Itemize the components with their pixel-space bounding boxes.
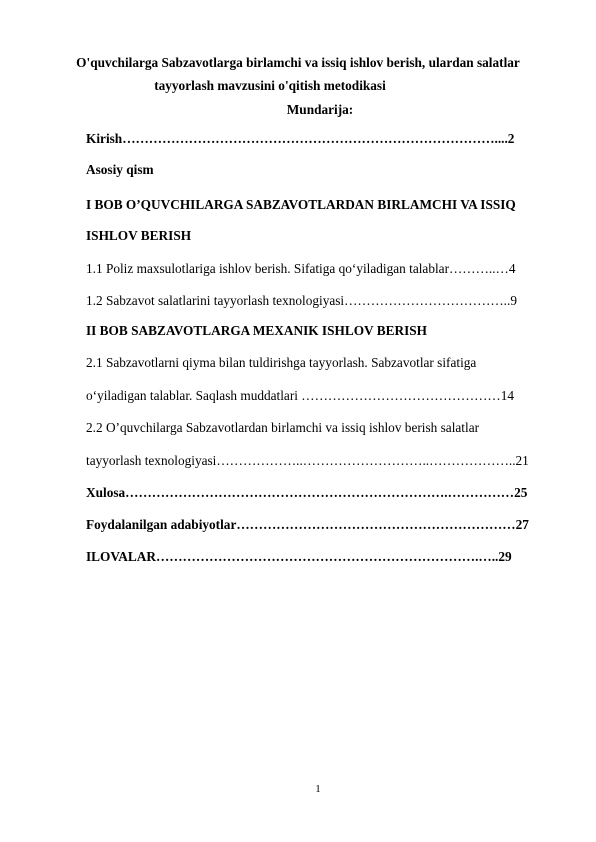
toc-entry-section-2-1-line-1: 2.1 Sabzavotlarni qiyma bilan tuldirishga tayyorlash. Sabzavotlar sifatiga: [86, 355, 477, 370]
toc-entry-section-1-1: 1.1 Poliz maxsulotlariga ishlov berish. Sifatiga qo‘yiladigan talablar………..…4: [86, 261, 516, 276]
toc-entry-section-2-2-line-1: 2.2 O’quvchilarga Sabzavotlardan birlamchi va issiq ishlov berish salatlar: [86, 420, 480, 435]
toc-entry-appendices: ILOVALAR……………………………………………………………….…..29: [86, 549, 512, 564]
page-number: 1: [315, 783, 321, 795]
toc-entry-chapter-2: II BOB SABZAVOTLARGA MEXANIK ISHLOV BERISH: [86, 323, 427, 338]
toc-entry-conclusion: Xulosa……………………………………………………………….……………25: [86, 485, 528, 500]
toc-entry-introduction: Kirish…………………………………………………………………………....2: [86, 131, 515, 146]
toc-entry-section-2-1-line-2: o‘yiladigan talablar. Saqlash muddatlari ………………………………………14: [86, 388, 515, 403]
toc-entry-section-1-2: 1.2 Sabzavot salatlarini tayyorlash texnologiyasi………………………………..9: [86, 293, 517, 308]
toc-entry-section-2-2-line-2: tayyorlash texnologiyasi………………..………………………..………………..21: [86, 453, 529, 468]
document-title-line-2: tayyorlash mavzusini o'qitish metodikasi: [154, 78, 386, 93]
toc-entry-chapter-1-line-1: I BOB O’QUVCHILARGA SABZAVOTLARDAN BIRLAMCHI VA ISSIQ: [86, 197, 516, 212]
contents-heading: Mundarija:: [286, 102, 354, 117]
toc-entry-references: Foydalanilgan adabiyotlar………………………………………………………27: [86, 517, 529, 532]
document-title-line-1: O'quvchilarga Sabzavotlarga birlamchi va issiq ishlov berish, ulardan salatlar: [76, 55, 520, 70]
toc-entry-chapter-1-line-2: ISHLOV BERISH: [86, 228, 192, 243]
toc-entry-main-part: Asosiy qism: [86, 162, 154, 177]
